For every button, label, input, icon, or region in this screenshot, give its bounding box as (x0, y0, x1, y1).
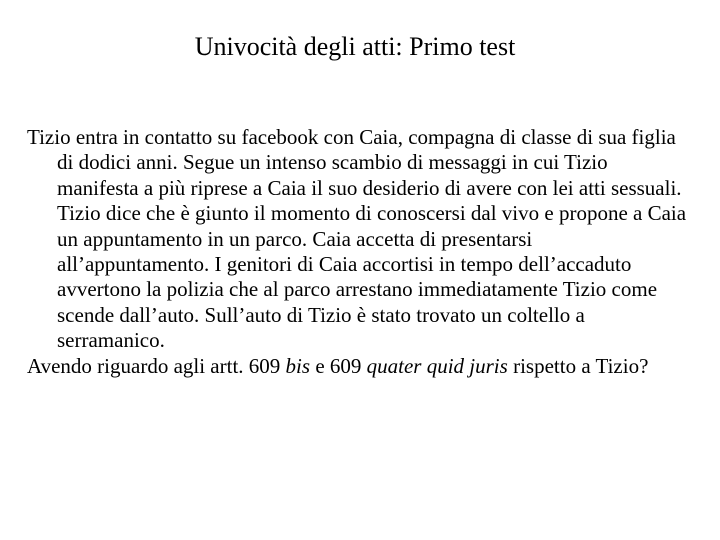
slide-body (27, 125, 687, 379)
question-text-3: rispetto a Tizio? (507, 353, 649, 378)
question-text-2: e 609 (310, 353, 367, 378)
question-italic-quater: quater quid juris (366, 353, 508, 378)
question-italic-bis: bis (285, 353, 311, 378)
slide-title: Univocità degli atti: Primo test (194, 32, 516, 61)
case-paragraph: Tizio entra in contatto su facebook con Caia, compagna di classe di sua figlia di dodici anni. Segue un intenso scambio di messaggi in cui Tizio manifesta a più riprese a Caia il suo desiderio di avere con lei atti sessuali. Tizio dice che è giunto il momento di conoscersi dal vivo e propone a Caia un appuntamento in un parco. Caia accetta di presentarsi all’appuntamento. I genitori di Caia accortisi in tempo dell’accaduto avvertono la polizia che al parco arrestano immediatamente Tizio come scende dall’auto. Sull’auto di Tizio è stato trovato un coltello a serramanico. (27, 125, 687, 353)
question-paragraph (27, 354, 687, 379)
question-text-1: Avendo riguardo agli artt. 609 (27, 353, 286, 378)
